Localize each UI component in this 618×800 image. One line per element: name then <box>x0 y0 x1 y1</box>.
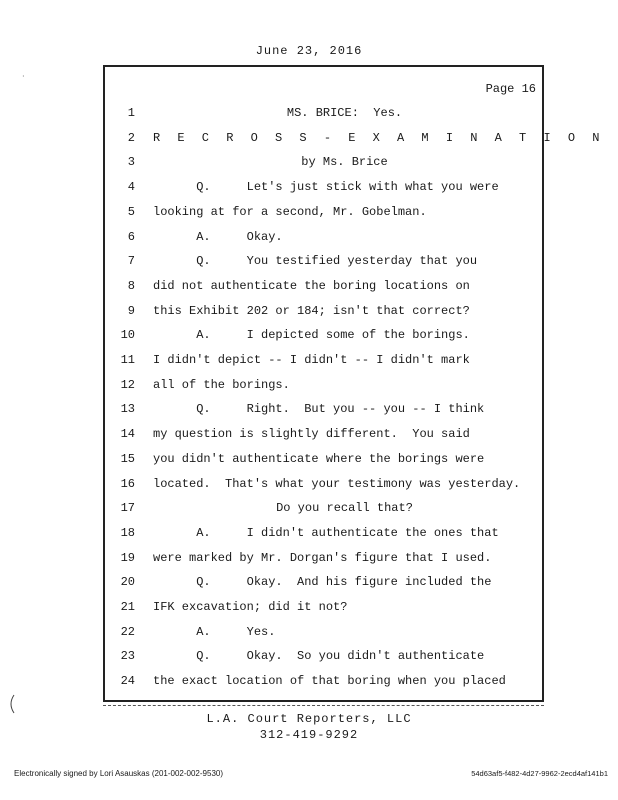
line-number: 18 <box>120 525 135 540</box>
line-text: A. I depicted some of the borings. <box>153 328 470 343</box>
line-number: 7 <box>127 254 135 269</box>
transcript-line <box>105 325 542 345</box>
electronic-signature: Electronically signed by Lori Asauskas (201-002-002-9530) <box>14 769 224 778</box>
transcript-line <box>105 572 542 592</box>
bottom-divider <box>103 705 544 706</box>
line-number: 14 <box>120 427 135 442</box>
line-text: R E C R O S S - E X A M I N A T I O N <box>153 130 605 145</box>
transcript-line <box>105 399 542 419</box>
line-text: did not authenticate the boring locations on <box>153 278 470 293</box>
line-text: you didn't authenticate where the borings were <box>153 451 485 466</box>
line-text: Q. Let's just stick with what you were <box>153 180 499 195</box>
court-reporter-phone: 312-419-9292 <box>259 728 359 742</box>
transcript-line <box>105 227 542 247</box>
transcript-line <box>105 548 542 568</box>
line-number: 5 <box>127 204 135 219</box>
line-number: 3 <box>127 155 135 170</box>
transcript-line <box>105 251 542 271</box>
line-text: Q. You testified yesterday that you <box>153 254 478 269</box>
transcript-line <box>105 671 542 691</box>
line-number: 11 <box>120 353 135 367</box>
transcript-line <box>105 103 542 123</box>
line-text: by Ms. Brice <box>301 155 388 170</box>
line-number: 12 <box>120 377 135 392</box>
line-number: 6 <box>127 229 135 244</box>
line-number: 15 <box>120 451 135 466</box>
transcript-line <box>105 597 542 617</box>
transcript-line <box>105 474 542 494</box>
transcript-line <box>105 449 542 469</box>
transcript-line <box>105 177 542 197</box>
transcript-line <box>105 350 542 370</box>
line-number: 16 <box>120 476 135 491</box>
line-text: Q. Okay. So you didn't authenticate <box>153 649 485 664</box>
line-text: Q. Okay. And his figure included the <box>153 575 492 590</box>
line-number: 13 <box>120 402 135 417</box>
transcript-line <box>105 523 542 543</box>
line-number: 20 <box>120 575 135 590</box>
transcript-line <box>105 498 542 518</box>
transcript-page <box>103 65 605 702</box>
line-number: 1 <box>127 106 135 120</box>
court-reporter-name: L.A. Court Reporters, LLC <box>206 712 412 726</box>
margin-bracket-mark <box>6 694 16 714</box>
line-number: 23 <box>120 649 135 664</box>
line-number: 9 <box>127 303 135 318</box>
line-number: 4 <box>127 180 135 195</box>
line-text: this Exhibit 202 or 184; isn't that correct? <box>153 303 470 318</box>
line-number: 2 <box>127 130 135 145</box>
line-text: looking at for a second, Mr. Gobelman. <box>153 204 427 219</box>
line-text: my question is slightly different. You said <box>153 427 470 442</box>
transcript-line <box>105 128 605 148</box>
line-text: located. That's what your testimony was yesterday. <box>153 476 521 491</box>
line-text: the exact location of that boring when you placed <box>153 674 506 689</box>
line-number: 22 <box>120 624 135 639</box>
line-text: A. Okay. <box>153 229 283 244</box>
transcript-line <box>105 202 542 222</box>
transcript-line <box>105 622 542 642</box>
transcript-line <box>105 276 542 296</box>
line-text: Q. Right. But you -- you -- I think <box>153 402 485 417</box>
line-text: MS. BRICE: Yes. <box>286 106 403 120</box>
line-number: 24 <box>120 674 135 689</box>
line-number: 21 <box>120 600 135 614</box>
line-text: all of the borings. <box>153 377 290 392</box>
transcript-line <box>105 646 542 666</box>
line-text: A. I didn't authenticate the ones that <box>153 525 499 540</box>
transcript-line <box>105 375 542 395</box>
line-text: were marked by Mr. Dorgan's figure that I used. <box>153 550 492 565</box>
line-text: IFK excavation; did it not? <box>153 600 348 614</box>
line-number: 8 <box>127 278 135 293</box>
line-text: A. Yes. <box>153 624 276 639</box>
transcript-line <box>105 301 542 321</box>
transcript-line <box>105 152 542 172</box>
line-text: I didn't depict -- I didn't -- I didn't mark <box>153 353 470 367</box>
corner-scan-mark: · <box>22 72 25 81</box>
line-number: 19 <box>120 550 135 565</box>
header-date: June 23, 2016 <box>255 44 363 58</box>
line-text: Do you recall that? <box>276 501 413 516</box>
line-number: 17 <box>120 501 135 516</box>
line-number: 10 <box>120 328 135 343</box>
document-id: 54d63af5-f482-4d27-9962-2ecd4af141b1 <box>471 769 608 778</box>
page-number: Page 16 <box>485 82 536 96</box>
transcript-line <box>105 424 542 444</box>
